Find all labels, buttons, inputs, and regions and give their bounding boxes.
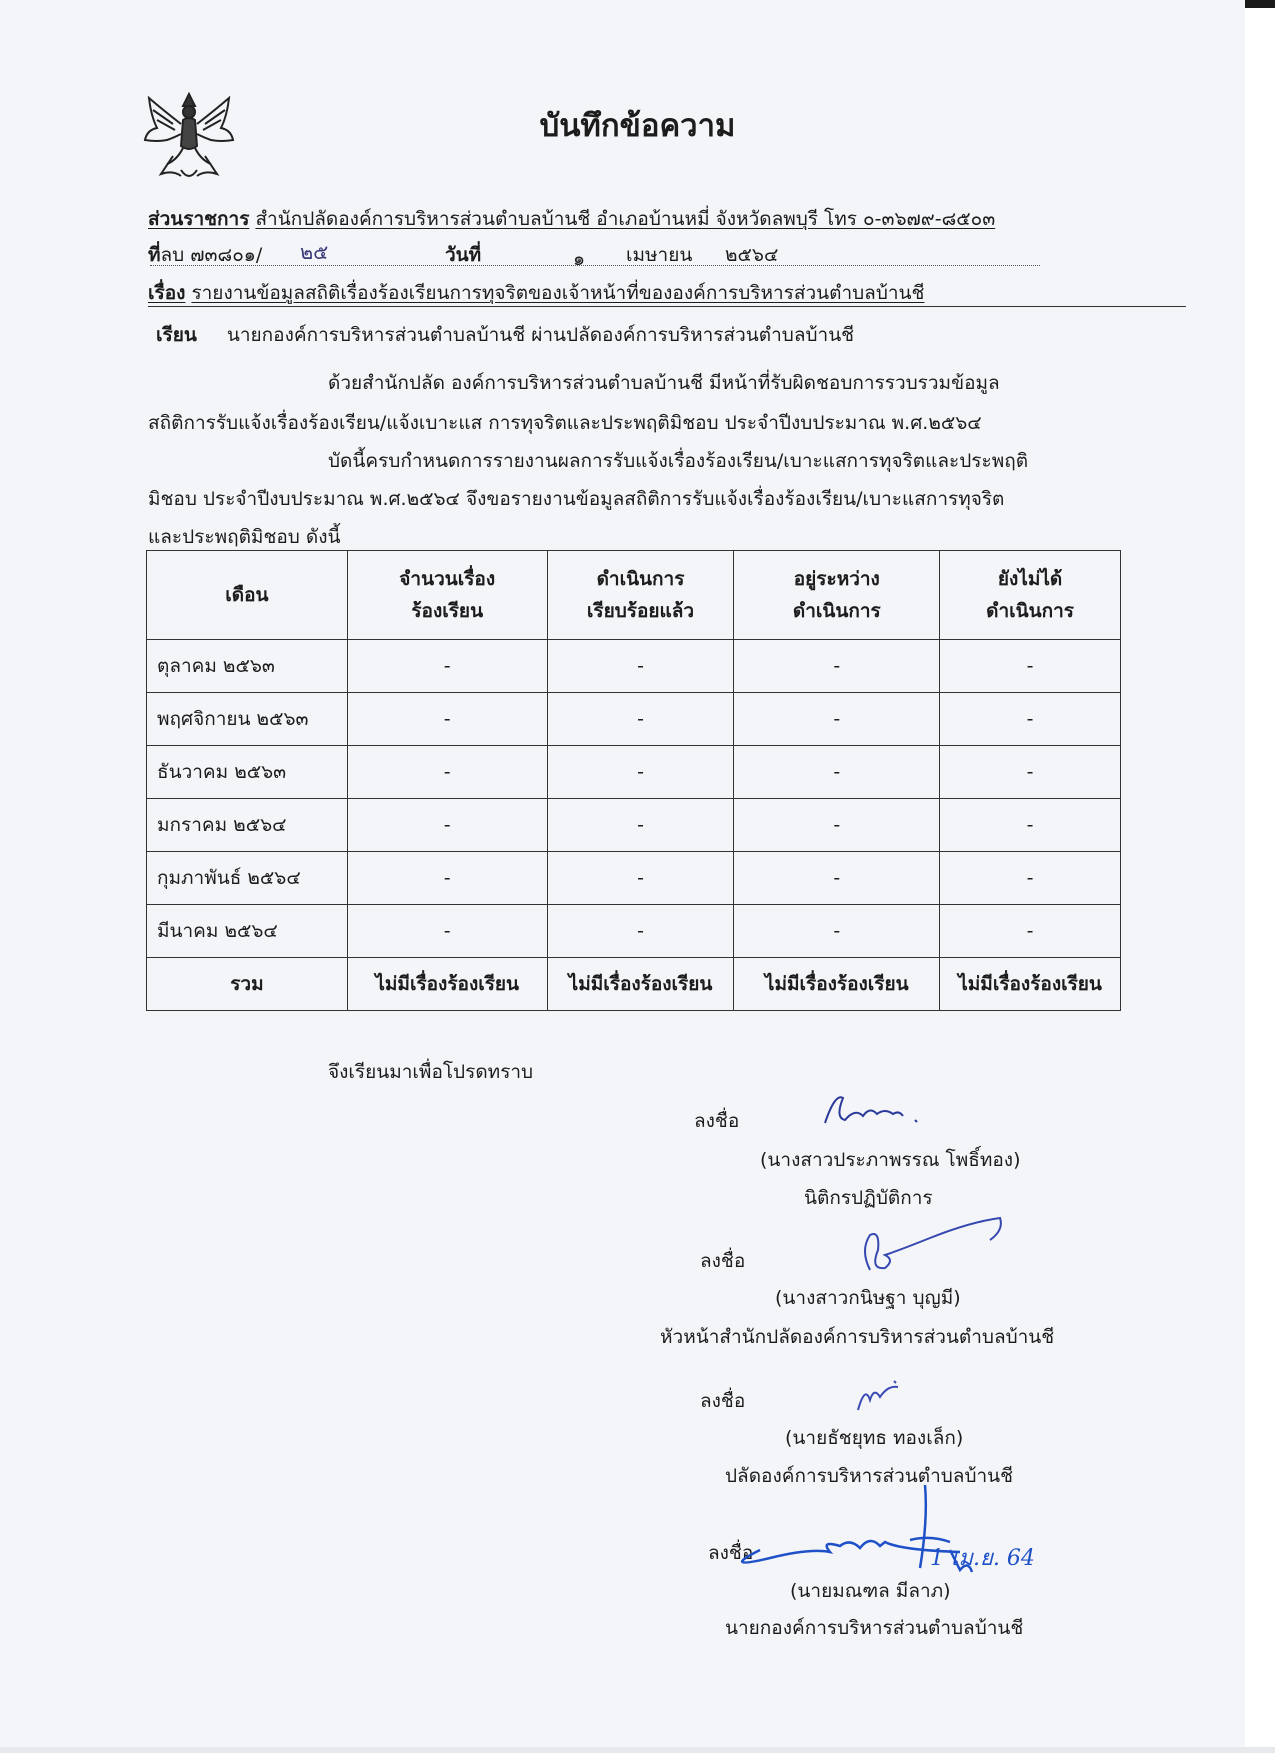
to-value: นายกองค์การบริหารส่วนตำบลบ้านชี ผ่านปลัดองค์การบริหารส่วนตำบลบ้านชี (226, 324, 855, 346)
header-complaint-count: จำนวนเรื่อง ร้องเรียน (347, 551, 547, 640)
cell-month: ตุลาคม ๒๕๖๓ (147, 640, 348, 693)
sign-name-3: (นายธัชยุทธ ทองเล็ก) (785, 1427, 964, 1449)
agency-label: ส่วนราชการ (148, 208, 250, 230)
ref-dotline (150, 265, 1040, 266)
cell-value: - (734, 905, 940, 958)
to-line (156, 320, 854, 350)
cell-value: - (940, 693, 1121, 746)
sign-label-4: ลงชื่อ (708, 1542, 754, 1564)
handwritten-date: 1 เม.ย. 64 (930, 1546, 1035, 1571)
table-row (147, 799, 1121, 852)
cell-value: - (734, 799, 940, 852)
table-row (147, 640, 1121, 693)
cell-value: - (734, 693, 940, 746)
cell-value: - (734, 746, 940, 799)
subject-line (148, 278, 924, 308)
cell-month: มีนาคม ๒๕๖๔ (147, 905, 348, 958)
table-row (147, 693, 1121, 746)
date-year: ๒๕๖๔ (725, 244, 779, 266)
cell-value: - (940, 746, 1121, 799)
page-edge-bottom (0, 1747, 1275, 1753)
sign-position-2: หัวหน้าสำนักปลัดองค์การบริหารส่วนตำบลบ้านชี (660, 1326, 1055, 1348)
date-label: วันที่ (445, 244, 482, 266)
total-value: ไม่มีเรื่องร้องเรียน (547, 958, 734, 1011)
cell-value: - (734, 640, 940, 693)
page-edge (1245, 0, 1275, 1753)
cell-value: - (547, 746, 734, 799)
cell-value: - (347, 799, 547, 852)
ref-label-line (148, 240, 262, 270)
signature-1-icon (815, 1088, 925, 1133)
agency-value: สำนักปลัดองค์การบริหารส่วนตำบลบ้านชี อำเภอบ้านหมี่ จังหวัดลพบุรี โทร ๐-๓๖๗๙-๘๕๐๓ (255, 208, 996, 230)
complaint-stats-table (146, 550, 1121, 1011)
header-not-started: ยังไม่ได้ ดำเนินการ (940, 551, 1121, 640)
total-value: ไม่มีเรื่องร้องเรียน (734, 958, 940, 1011)
cell-month: มกราคม ๒๕๖๔ (147, 799, 348, 852)
ref-number: ๒๕ (300, 240, 329, 264)
table-row (147, 852, 1121, 905)
cell-value: - (347, 852, 547, 905)
sign-name-1: (นางสาวประภาพรรณ โพธิ์ทอง) (760, 1149, 1021, 1171)
signature-3-icon (850, 1375, 910, 1415)
cell-value: - (547, 852, 734, 905)
cell-value: - (347, 746, 547, 799)
subject-value: รายงานข้อมูลสถิติเรื่องร้องเรียนการทุจริตของเจ้าหน้าที่ขององค์การบริหารส่วนตำบลบ้านชี (191, 282, 925, 304)
body-line-1: ด้วยสำนักปลัด องค์การบริหารส่วนตำบลบ้านชี มีหน้าที่รับผิดชอบการรวบรวมข้อมูล (328, 372, 1000, 394)
table-total-row (147, 958, 1121, 1011)
header-divider (148, 306, 1186, 307)
cell-value: - (940, 905, 1121, 958)
cell-month: ธันวาคม ๒๕๖๓ (147, 746, 348, 799)
header-month: เดือน (147, 551, 348, 640)
total-value: ไม่มีเรื่องร้องเรียน (940, 958, 1121, 1011)
sign-position-4: นายกองค์การบริหารส่วนตำบลบ้านชี (725, 1617, 1024, 1639)
total-value: ไม่มีเรื่องร้องเรียน (347, 958, 547, 1011)
closing-text: จึงเรียนมาเพื่อโปรดทราบ (328, 1061, 534, 1083)
signature-2-icon (840, 1210, 1010, 1285)
table-header-row (147, 551, 1121, 640)
header-completed: ดำเนินการ เรียบร้อยแล้ว (547, 551, 734, 640)
cell-month: กุมภาพันธ์ ๒๕๖๔ (147, 852, 348, 905)
table-row (147, 746, 1121, 799)
cell-value: - (940, 852, 1121, 905)
ref-label: ที่ (148, 244, 161, 266)
body-line-2: สถิติการรับแจ้งเรื่องร้องเรียน/แจ้งเบาะแส การทุจริตและประพฤติมิชอบ ประจำปีงบประมาณ พ.ศ.๒๕๖๔ (148, 412, 982, 434)
body-line-3: บัดนี้ครบกำหนดการรายงานผลการรับแจ้งเรื่องร้องเรียน/เบาะแสการทุจริตและประพฤติ (328, 450, 1029, 472)
body-line-5: และประพฤติมิชอบ ดังนี้ (148, 526, 341, 548)
cell-value: - (940, 640, 1121, 693)
cell-value: - (547, 905, 734, 958)
cell-value: - (734, 852, 940, 905)
cell-value: - (547, 640, 734, 693)
cell-value: - (347, 640, 547, 693)
total-label: รวม (147, 958, 348, 1011)
date-day: ๑ (573, 248, 586, 270)
header-in-progress: อยู่ระหว่าง ดำเนินการ (734, 551, 940, 640)
ref-value: ลบ ๗๓๘๐๑/ (160, 244, 263, 266)
subject-label: เรื่อง (148, 282, 186, 304)
table-row (147, 905, 1121, 958)
sign-name-4: (นายมณฑล มีลาภ) (790, 1580, 951, 1602)
cell-value: - (547, 799, 734, 852)
sign-label-3: ลงชื่อ (700, 1390, 746, 1412)
to-label: เรียน (156, 324, 197, 346)
sign-name-2: (นางสาวกนิษฐา บุญมี) (775, 1287, 961, 1309)
agency-line (148, 204, 995, 234)
sign-label-1: ลงชื่อ (694, 1110, 740, 1132)
cell-month: พฤศจิกายน ๒๕๖๓ (147, 693, 348, 746)
cell-value: - (940, 799, 1121, 852)
document-title: บันทึกข้อความ (539, 108, 736, 144)
page-corner (1245, 0, 1275, 8)
cell-value: - (547, 693, 734, 746)
sign-label-2: ลงชื่อ (700, 1250, 746, 1272)
body-line-4: มิชอบ ประจำปีงบประมาณ พ.ศ.๒๕๖๔ จึงขอรายงานข้อมูลสถิติการรับแจ้งเรื่องร้องเรียน/เบาะแสการทุจริต (148, 488, 1005, 510)
sign-position-3: ปลัดองค์การบริหารส่วนตำบลบ้านชี (725, 1465, 1014, 1487)
cell-value: - (347, 905, 547, 958)
date-month: เมษายน (626, 244, 693, 266)
cell-value: - (347, 693, 547, 746)
sign-position-1: นิติกรปฏิบัติการ (804, 1187, 933, 1209)
